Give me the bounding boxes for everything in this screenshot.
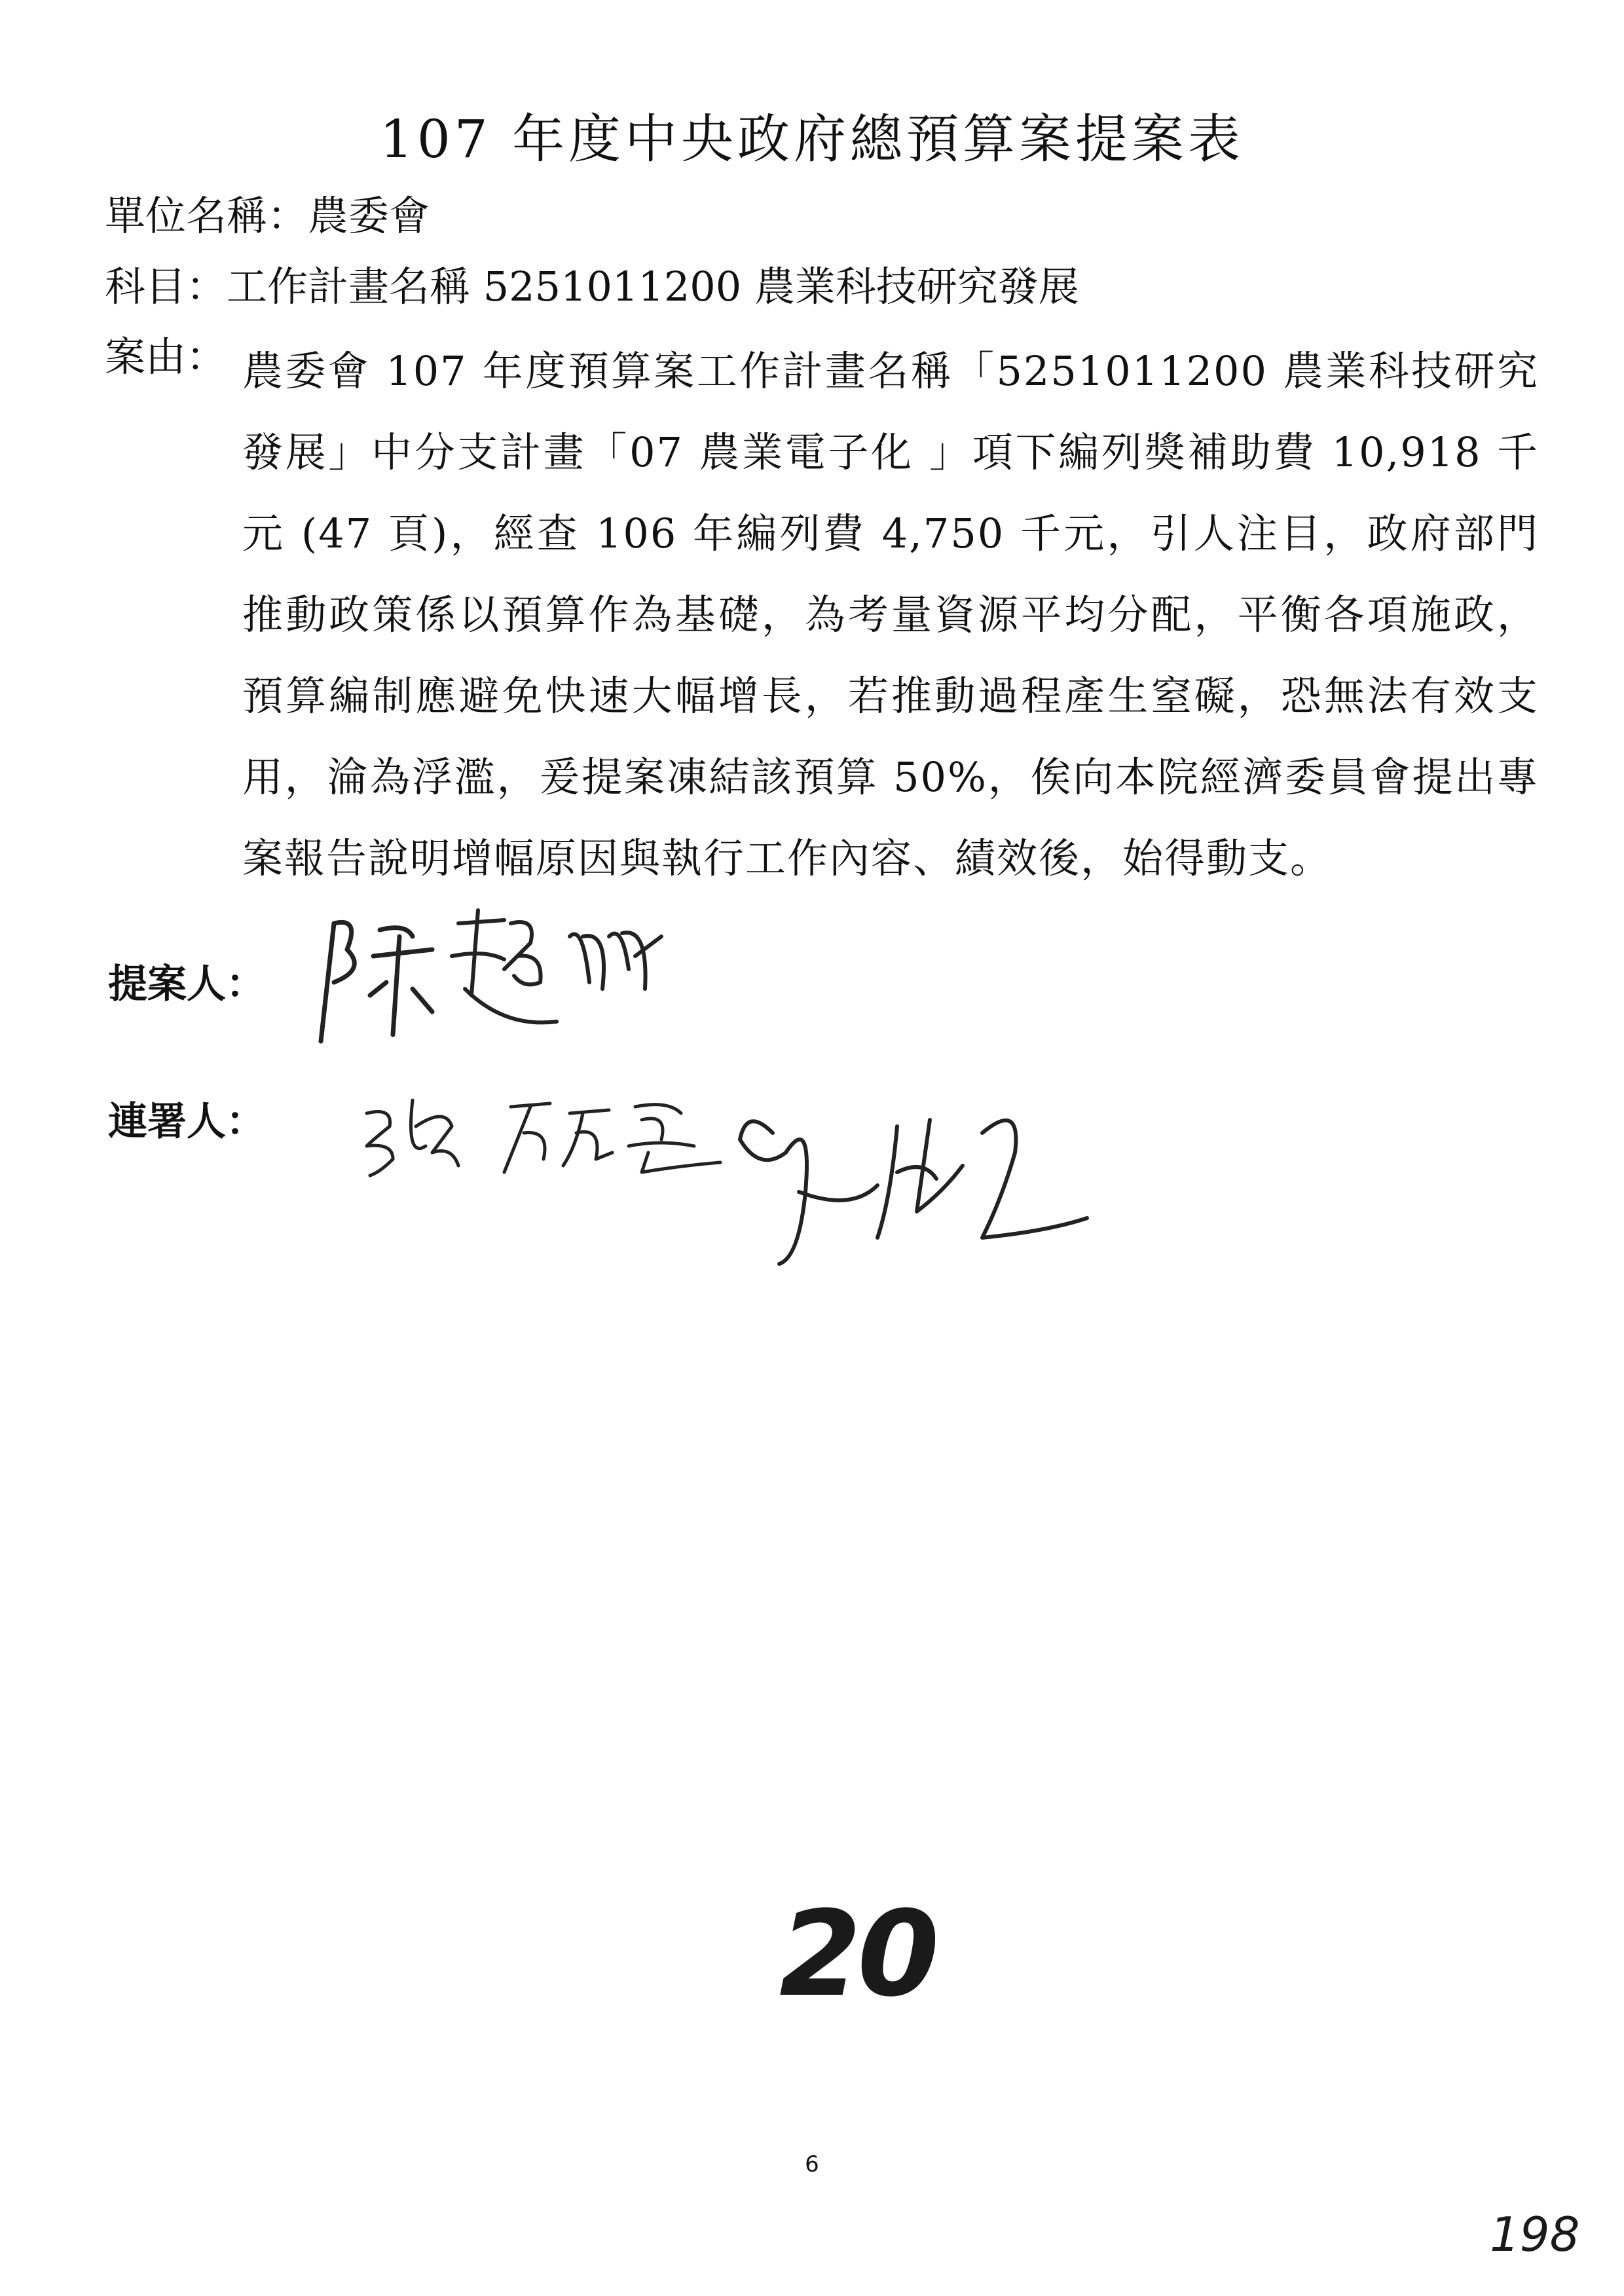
page-number: 6 [805, 2151, 819, 2177]
subject-value: 工作計畫名稱 5251011200 農業科技研究發展 [227, 263, 1079, 310]
subject-label: 科目： [105, 263, 227, 310]
cosigner-label: 連署人： [108, 1099, 265, 1145]
proposer-signature [308, 897, 674, 1054]
cosigner-signature [354, 1081, 1107, 1303]
unit-value: 農委會 [308, 192, 430, 240]
unit-label: 單位名稱： [105, 192, 308, 240]
handwritten-number: 20 [779, 1886, 936, 2023]
unit-field [105, 190, 430, 243]
subject-field [105, 261, 1079, 314]
reason-body: 農委會 107 年度預算案工作計畫名稱「5251011200 農業科技研究發展」中分支計畫「07 農業電子化 」項下編列獎補助費 10,918 千元 (47 頁)，經查 106 年編列費 4,750 千元，引人注目，政府部門推動政策係以預算作為基礎，為考量資源平均分配，平衡各項施政，預算編制應避免快速大幅增長，若推動過程產生窒礙，恐無法有效支用，淪為浮濫，爰提案凍結該預算 50%，俟向本院經濟委員會提出專案報告說明增幅原因與執行工作內容、績效後，始得動支。 [242, 347, 1539, 882]
handwritten-page-number: 198 [1490, 2207, 1580, 2262]
reason-label: 案由： [105, 333, 227, 380]
document-title: 107 年度中央政府總預算案提案表 [379, 109, 1245, 170]
proposer-label: 提案人： [108, 961, 265, 1007]
